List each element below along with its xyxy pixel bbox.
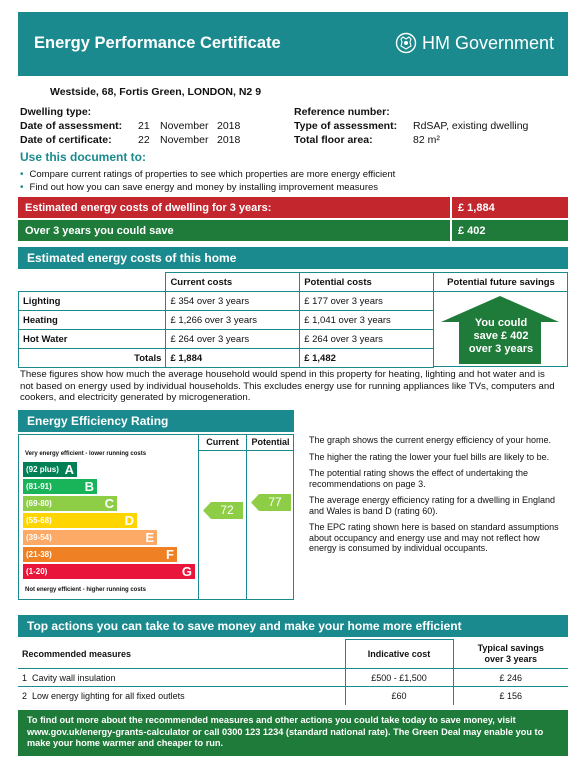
table-row — [18, 640, 568, 669]
band-letter: B — [84, 479, 94, 494]
rating-heading: Energy Efficiency Rating — [18, 410, 294, 432]
cost-row-name: Lighting — [19, 292, 166, 311]
assessment-date-label: Date of assessment: — [20, 120, 123, 132]
rating-note: The average energy efficiency rating for a dwelling in England and Wales is band D (rating 60). — [309, 495, 555, 516]
current-costs-header: Current costs — [166, 273, 300, 292]
blank-header-cell — [19, 273, 166, 292]
rating-band-d — [23, 513, 137, 528]
table-row — [19, 292, 434, 311]
footer-green-deal — [18, 710, 568, 756]
rating-bands — [23, 462, 195, 581]
assessment-day: 21 — [138, 120, 150, 132]
footer-line: To find out more about the recommended measures and other actions you could take today to save money, visit — [27, 715, 516, 725]
band-letter: G — [181, 564, 192, 579]
cost-header: Indicative cost — [345, 640, 453, 669]
certificate-title: Energy Performance Certificate — [34, 34, 281, 52]
rating-band-g — [23, 564, 195, 579]
cost-row-potential: £ 177 over 3 years — [300, 292, 434, 311]
bullet-icon: • — [20, 182, 24, 193]
savings-header: Typical savings over 3 years — [453, 640, 568, 669]
certificate-day: 22 — [138, 134, 150, 146]
rating-note: The higher the rating the lower your fuel bills are likely to be. — [309, 451, 550, 462]
savings-bar — [18, 220, 568, 241]
assessment-year: 2018 — [217, 120, 241, 132]
cost-row-potential: £ 264 over 3 years — [300, 330, 434, 349]
rating-band-b — [23, 479, 97, 494]
royal-crest-icon — [395, 32, 417, 54]
cost-row-name: Heating — [19, 311, 166, 330]
cost-row-current: £ 1,266 over 3 years — [166, 311, 300, 330]
band-letter: F — [166, 547, 174, 562]
band-letter: D — [124, 513, 134, 528]
band-letter: A — [64, 462, 74, 477]
future-savings-box — [434, 272, 568, 367]
savings-value: £ 402 — [450, 220, 568, 241]
table-row — [18, 669, 568, 687]
rating-potential-header: Potential — [251, 437, 290, 447]
potential-rating-arrow — [251, 494, 291, 511]
dwelling-type-label: Dwelling type: — [20, 106, 92, 118]
rating-top-note: Very energy efficient - lower running costs — [25, 451, 147, 457]
band-range: (55-68) — [26, 516, 52, 525]
rating-band-c — [23, 496, 117, 511]
reference-number-label: Reference number: — [294, 106, 390, 118]
bullet-icon: • — [20, 169, 24, 180]
assessment-month: November — [160, 120, 209, 132]
current-rating-value: 72 — [220, 503, 234, 517]
table-row — [19, 349, 434, 368]
rating-band-f — [23, 547, 177, 562]
assessment-type-label: Type of assessment: — [294, 120, 398, 132]
rating-bottom-note: Not energy efficient - higher running costs — [25, 587, 147, 593]
band-range: (69-80) — [26, 499, 52, 508]
actions-table — [18, 639, 568, 705]
certificate-header — [18, 12, 568, 76]
measures-header: Recommended measures — [18, 640, 345, 669]
use-document-bullets — [20, 168, 395, 194]
current-rating-arrow — [203, 502, 243, 519]
estimated-cost-bar — [18, 197, 568, 218]
potential-costs-header: Potential costs — [300, 273, 434, 292]
hm-government-text: HM Government — [421, 32, 554, 53]
measure-cost: £60 — [345, 687, 453, 705]
table-row — [18, 687, 568, 705]
certificate-month: November — [160, 134, 209, 146]
rating-note: The graph shows the current energy efficiency of your home. — [309, 435, 551, 445]
table-row — [19, 330, 434, 349]
potential-rating-value: 77 — [268, 495, 282, 509]
certificate-date-label: Date of certificate: — [20, 134, 112, 146]
measure-saving: £ 156 — [453, 687, 568, 705]
property-address: Westside, 68, Fortis Green, LONDON, N2 9 — [50, 86, 262, 98]
table-row — [19, 311, 434, 330]
footer-line: make your home warmer and cheaper to run. — [27, 738, 224, 748]
costs-table — [18, 272, 434, 368]
cost-row-current: £ 264 over 3 years — [166, 330, 300, 349]
totals-label: Totals — [19, 349, 166, 368]
rating-chart — [18, 434, 294, 600]
assessment-type-value: RdSAP, existing dwelling — [413, 120, 529, 132]
measure-cost: £500 - £1,500 — [345, 669, 453, 687]
measure-name: 1 Cavity wall insulation — [18, 669, 345, 687]
savings-label: Over 3 years you could save — [25, 224, 174, 237]
measure-name: 2 Low energy lighting for all fixed outlets — [18, 687, 345, 705]
list-item: • Find out how you can save energy and money by installing improvement measures — [20, 182, 379, 193]
table-row — [19, 273, 434, 292]
rating-band-a — [23, 462, 77, 477]
rating-note: The potential rating shows the effect of undertaking the recommendations on page 3. — [309, 468, 528, 489]
costs-heading: Estimated energy costs of this home — [18, 247, 568, 269]
measure-saving: £ 246 — [453, 669, 568, 687]
estimated-cost-value: £ 1,884 — [450, 197, 568, 218]
rating-current-header: Current — [206, 437, 239, 447]
costs-explanation: These figures show how much the average household would spend in this property for heating, lighting and hot water and is not based on energy used by individual households. This excludes energy use for running appliances like TVs, computers and cookers, and electricity generated by microgeneration. — [20, 369, 555, 403]
use-document-heading: Use this document to: — [20, 150, 147, 164]
totals-current: £ 1,884 — [166, 349, 300, 368]
band-range: (39-54) — [26, 533, 52, 542]
estimated-cost-label: Estimated energy costs of dwelling for 3 years: — [25, 201, 272, 214]
band-range: (21-38) — [26, 550, 52, 559]
band-range: (92 plus) — [26, 465, 59, 474]
floor-area-label: Total floor area: — [294, 134, 373, 146]
actions-heading: Top actions you can take to save money and make your home more efficient — [18, 615, 568, 637]
rating-notes — [309, 435, 561, 560]
list-item: • Compare current ratings of properties to see which properties are more energy efficient — [20, 169, 396, 180]
cost-row-current: £ 354 over 3 years — [166, 292, 300, 311]
band-range: (81-91) — [26, 482, 52, 491]
band-letter: C — [104, 496, 114, 511]
cost-row-name: Hot Water — [19, 330, 166, 349]
cost-row-potential: £ 1,041 over 3 years — [300, 311, 434, 330]
totals-potential: £ 1,482 — [300, 349, 434, 368]
floor-area-value: 82 m² — [413, 134, 440, 146]
footer-line: www.gov.uk/energy-grants-calculator or call 0300 123 1234 (standard national rate). The Green Deal may enable you to — [27, 726, 544, 737]
rating-note: The EPC rating shown here is based on standard assumptions about occupancy and energy use and may not reflect how energy is consumed by individual occupants. — [309, 522, 559, 553]
certificate-year: 2018 — [217, 134, 241, 146]
hm-government-logo — [395, 32, 554, 54]
rating-band-e — [23, 530, 157, 545]
band-letter: E — [145, 530, 154, 545]
savings-arrow-text: You could save £ 402 over 3 years — [468, 317, 534, 355]
band-range: (1-20) — [26, 567, 48, 576]
future-savings-header: Potential future savings — [434, 273, 568, 292]
